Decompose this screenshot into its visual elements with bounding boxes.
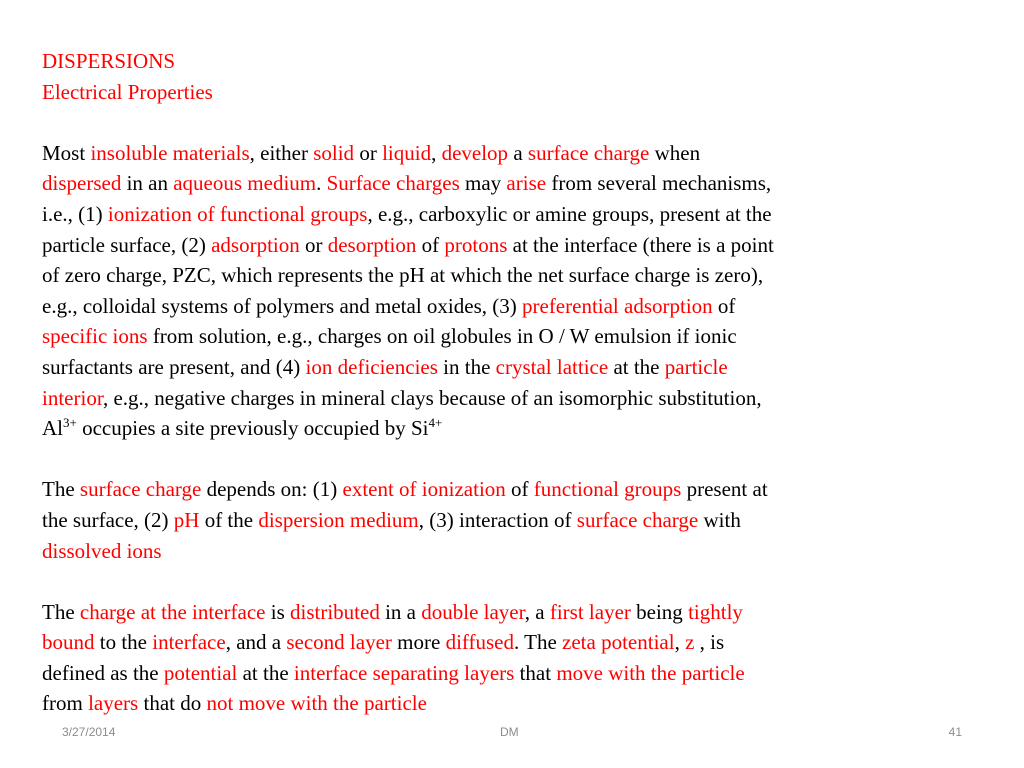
- text-line: [42, 413, 1002, 444]
- text-segment: surfactants are present, and (4): [42, 354, 306, 379]
- text-segment: in a: [379, 599, 422, 624]
- text-segment: from several mechanisms,: [546, 171, 772, 196]
- text-segment: Al: [42, 416, 63, 441]
- text-segment: with: [698, 507, 741, 532]
- text-segment: . The: [514, 630, 563, 655]
- paragraph: [42, 474, 1002, 566]
- text-segment: of zero charge, PZC, which represents the pH at which the net surface charge is zero),: [42, 263, 764, 288]
- highlighted-term: diffused: [445, 630, 514, 655]
- superscript: 3+: [63, 415, 77, 431]
- highlighted-term: surface charge: [576, 507, 699, 532]
- highlighted-term: pH: [173, 507, 200, 532]
- slide-subtitle: Electrical Properties: [42, 79, 213, 104]
- highlighted-term: surface charge: [79, 477, 202, 502]
- highlighted-term: layers: [88, 691, 139, 716]
- text-segment: Most: [42, 140, 91, 165]
- text-segment: ,: [431, 140, 442, 165]
- highlighted-term: potential: [163, 660, 238, 685]
- text-segment: the surface, (2): [42, 507, 174, 532]
- highlighted-term: adsorption: [211, 232, 300, 257]
- text-segment: particle surface, (2): [42, 232, 212, 257]
- text-segment: .: [316, 171, 327, 196]
- highlighted-term: preferential adsorption: [522, 293, 713, 318]
- highlighted-term: move with the particle: [556, 660, 745, 685]
- text-segment: at the: [608, 354, 665, 379]
- highlighted-term: Surface charges: [326, 171, 460, 196]
- highlighted-term: desorption: [327, 232, 417, 257]
- text-line: [42, 138, 1002, 169]
- highlighted-term: first layer: [549, 599, 631, 624]
- highlighted-term: liquid: [382, 140, 432, 165]
- text-line: [42, 199, 1002, 230]
- text-segment: from solution, e.g., charges on oil globules in O / W emulsion if ionic: [147, 324, 737, 349]
- footer-author: DM: [500, 725, 519, 739]
- highlighted-term: second layer: [286, 630, 392, 655]
- text-segment: e.g., colloidal systems of polymers and metal oxides, (3): [42, 293, 522, 318]
- text-segment: i.e., (1): [42, 201, 108, 226]
- highlighted-term: dissolved ions: [42, 538, 162, 563]
- text-line: [42, 383, 1002, 414]
- text-segment: being: [630, 599, 689, 624]
- text-segment: is: [265, 599, 290, 624]
- text-segment: that do: [138, 691, 207, 716]
- highlighted-term: insoluble materials: [90, 140, 250, 165]
- text-segment: of the: [199, 507, 259, 532]
- highlighted-term: double layer: [421, 599, 525, 624]
- spacer: [42, 107, 1002, 138]
- text-segment: of: [712, 293, 736, 318]
- text-line: [42, 597, 1002, 628]
- text-segment: a: [508, 140, 528, 165]
- text-line: [42, 627, 1002, 658]
- text-segment: , is: [694, 630, 725, 655]
- paragraph: [42, 597, 1002, 719]
- spacer: [42, 566, 1002, 597]
- highlighted-term: functional groups: [533, 477, 682, 502]
- highlighted-term: dispersed: [42, 171, 122, 196]
- highlighted-term: ion deficiencies: [305, 354, 438, 379]
- text-segment: The: [42, 599, 80, 624]
- text-segment: , (3) interaction of: [418, 507, 577, 532]
- text-segment: , either: [249, 140, 314, 165]
- text-segment: occupies a site previously occupied by Si: [76, 416, 429, 441]
- highlighted-term: dispersion medium: [258, 507, 419, 532]
- text-line: [42, 321, 1002, 352]
- superscript: 4+: [428, 415, 443, 431]
- text-segment: of: [416, 232, 445, 257]
- slide-title: DISPERSIONS: [42, 49, 176, 73]
- highlighted-term: ionization of functional groups: [107, 201, 368, 226]
- text-line: [42, 352, 1002, 383]
- text-segment: The: [42, 477, 80, 502]
- highlighted-term: surface charge: [527, 140, 650, 165]
- highlighted-term: not move with the particle: [206, 691, 427, 716]
- footer-page-number: 41: [948, 725, 962, 739]
- highlighted-term: specific ions: [42, 324, 148, 349]
- paragraphs: [42, 138, 1002, 719]
- highlighted-term: interior: [42, 385, 103, 410]
- text-line: [42, 260, 1002, 291]
- highlighted-term: develop: [441, 140, 509, 165]
- text-segment: , and a: [225, 630, 287, 655]
- highlighted-term: crystal lattice: [495, 354, 609, 379]
- text-line: [42, 230, 1002, 261]
- text-segment: ,: [674, 630, 686, 655]
- text-line: [42, 291, 1002, 322]
- text-line: [42, 658, 1002, 689]
- highlighted-term: solid: [313, 140, 355, 165]
- text-line: [42, 474, 1002, 505]
- text-line: [42, 536, 1002, 567]
- highlighted-term: arise: [506, 171, 547, 196]
- text-segment: may: [459, 171, 507, 196]
- text-segment: or: [354, 140, 383, 165]
- highlighted-term: bound: [42, 630, 95, 655]
- highlighted-term: interface: [152, 630, 226, 655]
- text-line: [42, 688, 1002, 719]
- paragraph: [42, 138, 1002, 444]
- text-segment: , a: [524, 599, 550, 624]
- highlighted-term: protons: [444, 232, 508, 257]
- highlighted-term: z: [685, 630, 695, 655]
- highlighted-term: interface separating layers: [293, 660, 515, 685]
- footer-date: 3/27/2014: [62, 725, 116, 739]
- text-line: [42, 168, 1002, 199]
- spacer: [42, 444, 1002, 475]
- text-segment: when: [649, 140, 701, 165]
- highlighted-term: extent of ionization: [342, 477, 506, 502]
- text-segment: , e.g., carboxylic or amine groups, present at the: [367, 201, 772, 226]
- text-segment: more: [391, 630, 446, 655]
- highlighted-term: particle: [664, 354, 728, 379]
- text-segment: in an: [121, 171, 174, 196]
- highlighted-term: zeta potential: [562, 630, 675, 655]
- text-segment: , e.g., negative charges in mineral clays because of an isomorphic substitution,: [102, 385, 762, 410]
- highlighted-term: tightly: [688, 599, 743, 624]
- text-segment: or: [299, 232, 328, 257]
- text-segment: at the interface (there is a point: [507, 232, 774, 257]
- highlighted-term: aqueous medium: [173, 171, 317, 196]
- text-segment: depends on: (1): [201, 477, 343, 502]
- text-segment: defined as the: [42, 660, 164, 685]
- text-segment: that: [514, 660, 557, 685]
- text-segment: at the: [237, 660, 294, 685]
- text-segment: to the: [94, 630, 153, 655]
- slide-body: [42, 46, 1002, 719]
- text-line: [42, 505, 1002, 536]
- text-segment: present at: [681, 477, 768, 502]
- text-segment: in the: [437, 354, 496, 379]
- text-segment: of: [505, 477, 534, 502]
- text-segment: from: [42, 691, 89, 716]
- highlighted-term: charge at the interface: [79, 599, 266, 624]
- highlighted-term: distributed: [290, 599, 380, 624]
